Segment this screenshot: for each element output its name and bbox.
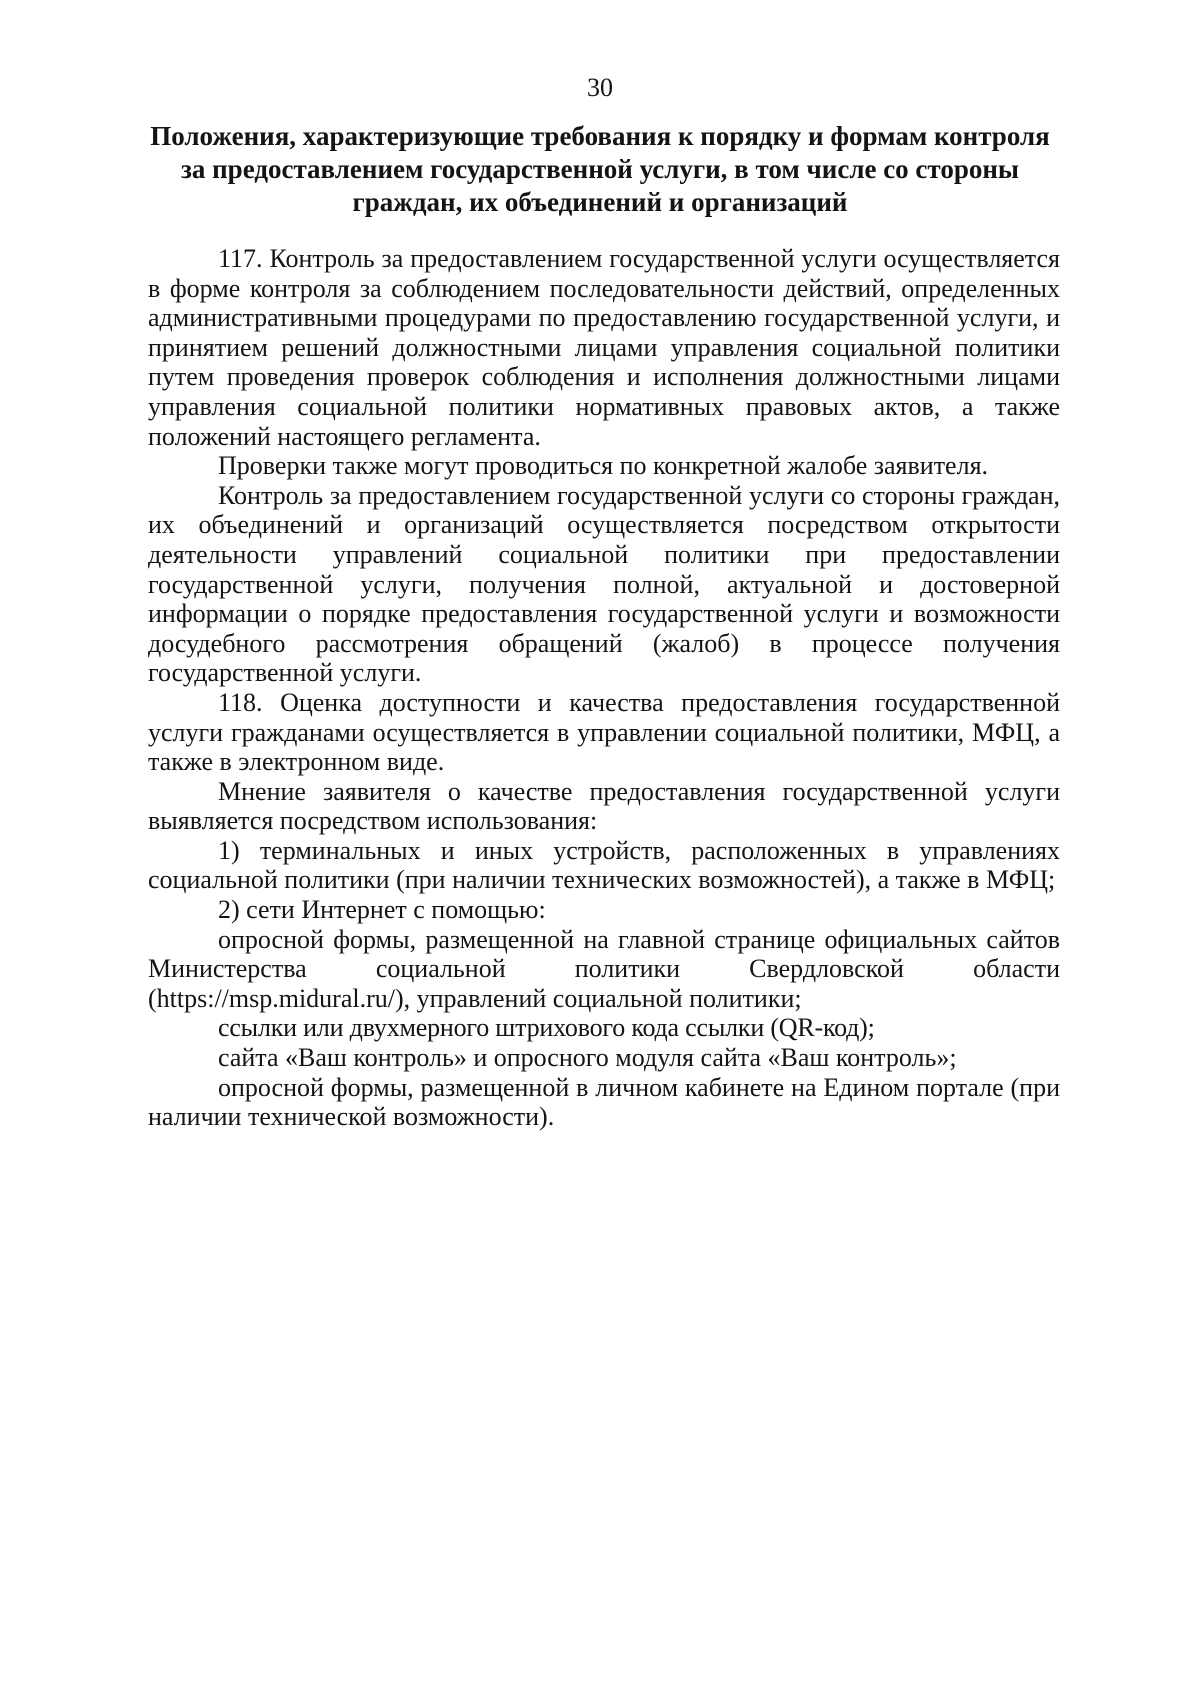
list-subitem-portal-form: опросной формы, размещенной в личном кабинете на Едином портале (при наличии технической возможности).	[148, 1072, 1060, 1132]
paragraph-complaint-check: Проверки также могут проводиться по конкретной жалобе заявителя.	[218, 451, 989, 481]
section-heading	[150, 120, 1050, 219]
paragraph-applicant-opinion: Мнение заявителя о качестве предоставления государственной услуги выявляется посредством использования:	[148, 776, 1060, 836]
list-item-internet: 2) сети Интернет с помощью:	[218, 895, 546, 925]
list-subitem-survey-form: опросной формы, размещенной на главной странице официальных сайтов Министерства социальной политики Свердловской области (https://msp.midural.ru/), управлений социальной политики;	[148, 924, 1060, 1013]
list-subitem-vash-kontrol: сайта «Ваш контроль» и опросного модуля сайта «Ваш контроль»;	[218, 1043, 957, 1073]
heading-line: за предоставлением государственной услуги, в том числе со стороны	[181, 154, 1019, 184]
paragraph-citizen-control: Контроль за предоставлением государственной услуги со стороны граждан, их объединений и организаций осуществляется посредством открытости деятельности управлений социальной политики при предоставлении государственной услуги, получения полной, актуальной и достоверной информации о порядке предоставления государственной услуги и возможности досудебного рассмотрения обращений (жалоб) в процессе получения государственной услуги.	[148, 480, 1060, 688]
page-number: 30	[587, 73, 613, 102]
paragraph-118: 118. Оценка доступности и качества предоставления государственной услуги гражданами осуществляется в управлении социальной политики, МФЦ, а также в электронном виде.	[148, 687, 1060, 777]
heading-line: граждан, их объединений и организаций	[352, 187, 848, 217]
paragraph-117: 117. Контроль за предоставлением государственной услуги осуществляется в форме контроля за соблюдением последовательности действий, определенных административными процедурами по предоставлению государственной услуги, и принятием решений должностными лицами управления социальной политики путем проведения проверок соблюдения и исполнения должностными лицами управления социальной политики нормативных правовых актов, а также положений настоящего регламента.	[148, 244, 1060, 451]
heading-line: Положения, характеризующие требования к порядку и формам контроля	[150, 121, 1050, 151]
list-item-terminals: 1) терминальных и иных устройств, расположенных в управлениях социальной политики (при наличии технических возможностей), а также в МФЦ;	[148, 835, 1060, 895]
body-text	[148, 244, 1060, 1132]
list-subitem-qr-code: ссылки или двухмерного штрихового кода ссылки (QR-код);	[218, 1013, 875, 1043]
